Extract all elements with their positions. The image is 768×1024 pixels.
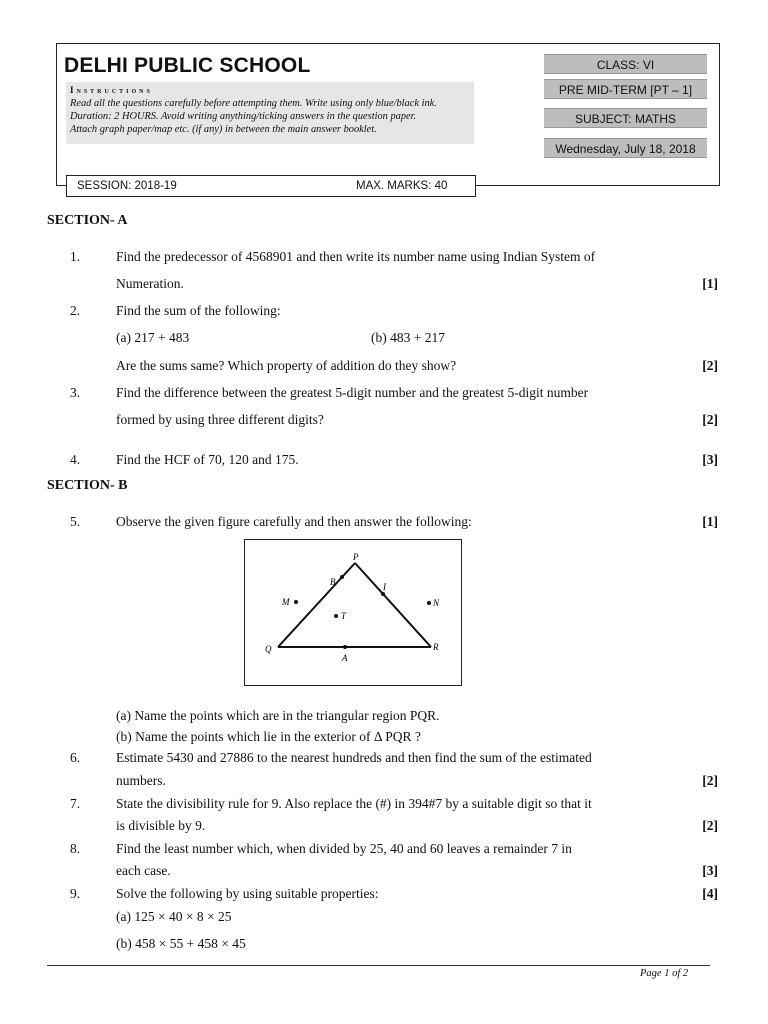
instructions-title: Instructions	[70, 85, 153, 95]
instruction-line: Attach graph paper/map etc. (if any) in between the main answer booklet.	[70, 124, 377, 135]
session-label: SESSION: 2018-19	[77, 180, 177, 192]
sub-question: (b) Name the points which lie in the exterior of Δ PQR ?	[116, 729, 421, 744]
label-m: M	[282, 597, 290, 607]
marks: [2]	[702, 818, 718, 833]
label-p: P	[353, 552, 359, 562]
instruction-line: Read all the questions carefully before attempting them. Write using only blue/black ink.	[70, 98, 437, 109]
question-text: Find the difference between the greatest 5-digit number and the greatest 5-digit number	[116, 385, 589, 400]
question-number: 1.	[70, 249, 81, 264]
instructions-panel	[66, 82, 474, 144]
side-pq	[278, 563, 355, 647]
question-number: 2.	[70, 303, 81, 318]
instruction-line: Duration: 2 HOURS. Avoid writing anything/ticking answers in the question paper.	[70, 111, 417, 122]
max-marks-label: MAX. MARKS: 40	[356, 180, 448, 192]
question-text: is divisible by 9.	[116, 818, 206, 833]
point-b	[340, 575, 344, 579]
section-b-title: SECTION- B	[47, 478, 128, 493]
question-number: 7.	[70, 796, 81, 811]
label-t: T	[341, 611, 347, 621]
school-name: DELHI PUBLIC SCHOOL	[64, 54, 311, 77]
marks: [2]	[702, 412, 718, 427]
triangle-diagram	[245, 540, 461, 685]
section-a-title: SECTION- A	[47, 213, 128, 228]
point-n	[427, 601, 431, 605]
session-bar	[66, 175, 476, 197]
sub-question: (a) 217 + 483	[116, 330, 190, 345]
question-text: Find the least number which, when divided by 25, 40 and 60 leaves a remainder 7 in	[116, 841, 572, 856]
triangle-figure	[244, 539, 462, 686]
marks: [3]	[702, 452, 718, 467]
label-b: B	[330, 577, 336, 587]
question-text: formed by using three different digits?	[116, 412, 324, 427]
label-a: A	[342, 653, 348, 663]
question-text: State the divisibility rule for 9. Also replace the (#) in 394#7 by a suitable digit so that it	[116, 796, 592, 811]
class-badge: CLASS: VI	[544, 54, 707, 74]
label-r: R	[433, 642, 439, 652]
question-number: 8.	[70, 841, 81, 856]
exam-badge: PRE MID-TERM [PT – 1]	[544, 79, 707, 99]
question-number: 9.	[70, 886, 81, 901]
question-number: 6.	[70, 750, 81, 765]
question-text: Are the sums same? Which property of addition do they show?	[116, 358, 457, 373]
side-pr	[355, 563, 431, 647]
question-text: numbers.	[116, 773, 166, 788]
footer-rule	[47, 965, 710, 966]
sub-question: (b) 483 + 217	[371, 330, 445, 345]
question-text: Observe the given figure carefully and then answer the following:	[116, 514, 472, 529]
question-text: Estimate 5430 and 27886 to the nearest hundreds and then find the sum of the estimated	[116, 750, 592, 765]
label-q: Q	[265, 644, 272, 654]
marks: [3]	[702, 863, 718, 878]
question-number: 5.	[70, 514, 81, 529]
question-text: Find the sum of the following:	[116, 303, 281, 318]
marks: [2]	[702, 773, 718, 788]
point-t	[334, 614, 338, 618]
question-text: Find the HCF of 70, 120 and 175.	[116, 452, 299, 467]
sub-question: (a) Name the points which are in the triangular region PQR.	[116, 708, 440, 723]
label-n: N	[433, 598, 440, 608]
point-m	[294, 600, 298, 604]
question-text: Find the predecessor of 4568901 and then write its number name using Indian System of	[116, 249, 596, 264]
marks: [1]	[702, 514, 718, 529]
question-number: 4.	[70, 452, 81, 467]
label-i: I	[383, 582, 386, 592]
marks: [1]	[702, 276, 718, 291]
question-number: 3.	[70, 385, 81, 400]
point-a	[343, 645, 347, 649]
question-text: Numeration.	[116, 276, 184, 291]
date-badge: Wednesday, July 18, 2018	[544, 138, 707, 158]
subject-badge: SUBJECT: MATHS	[544, 108, 707, 128]
page-number: Page 1 of 2	[640, 968, 689, 979]
marks: [2]	[702, 358, 718, 373]
question-text: each case.	[116, 863, 171, 878]
point-i	[381, 592, 385, 596]
sub-question: (b) 458 × 55 + 458 × 45	[116, 936, 246, 951]
sub-question: (a) 125 × 40 × 8 × 25	[116, 909, 232, 924]
marks: [4]	[702, 886, 718, 901]
question-text: Solve the following by using suitable properties:	[116, 886, 379, 901]
